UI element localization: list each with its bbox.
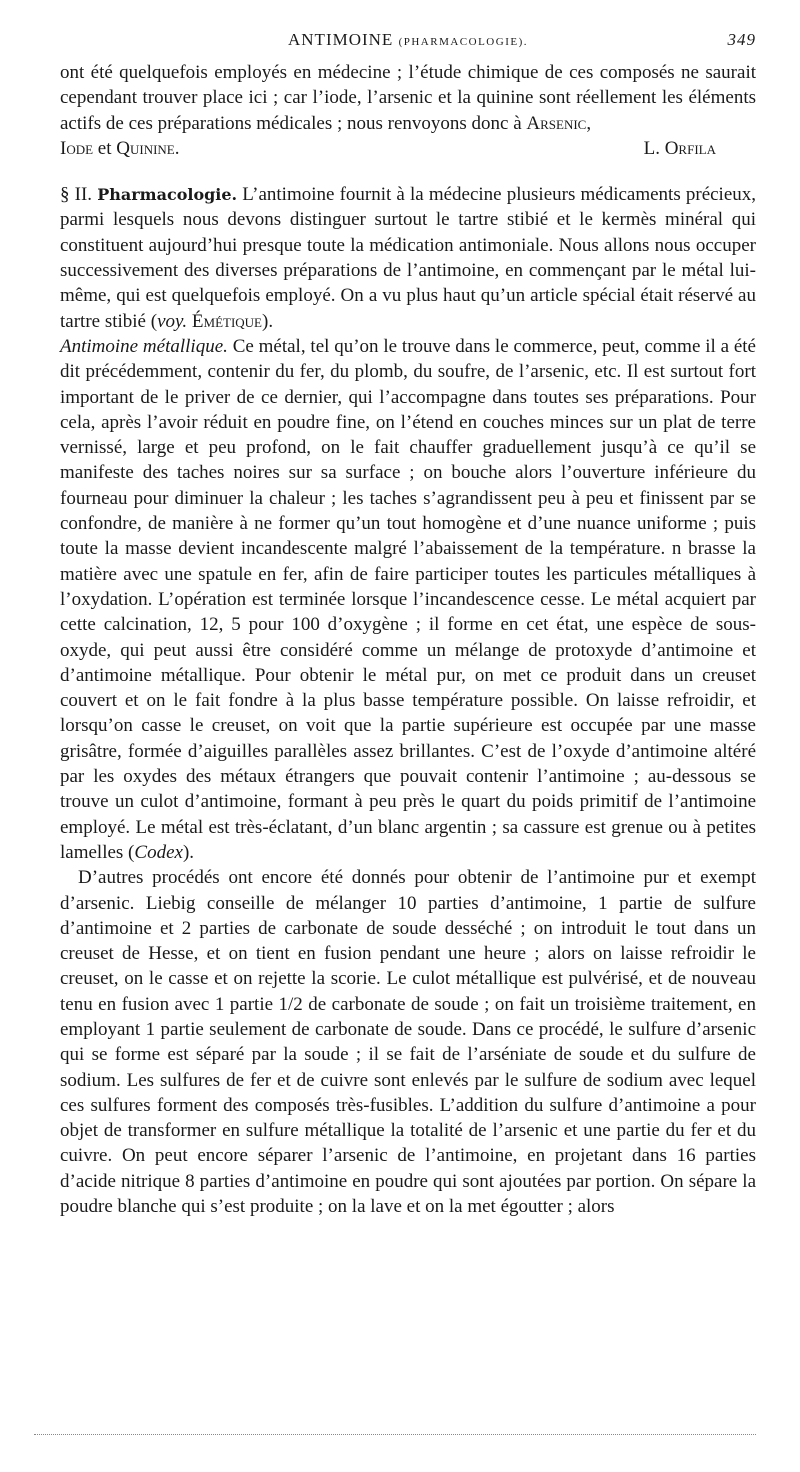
intro-text: ont été quelquefois employés en médecine ; l’étude chimique de ces composés ne saurait cependant trouver place ici ; car l’iode, l’arsenic et la quinine sont réellement les éléments actifs de ces préparations médicales ; nous renvoyons donc à bbox=[60, 62, 756, 134]
section-p3-text: D’autres procédés ont encore été donnés pour obtenir de l’antimoine pur et exempt d’arsenic. Liebig conseille de mélanger 10 parties d’antimoine, 1 partie de sulfure d’antimoine et 2 parties de carbonate de soude desséché ; on introduit le tout dans un creuset de Hesse, et on tient en fusion pendant une heure ; alors on laisse refroidir le creuset, on le casse et on rejette la scorie. Le culot métallique est pulvérisé, et de nouveau tenu en fusion avec 1 partie 1/2 de carbonate de soude ; on fait un troisième traitement, en employant 1 partie seulement de carbonate de soude. Dans ce procédé, le sulfure d’arsenic qui se forme est séparé par la soude ; il se fait de l’arséniate de soude et du sulfure de sodium. Les sulfures de fer et de cuivre sont enlevés par le sulfure de sodium avec lequel ces sulfures forment des composés très-fusibles. L’addition du sulfure d’antimoine a pour objet de transformer en sulfure métallique la totalité de l’arsenic et une partie du fer et du cuivre. On peut encore séparer l’arsenic de l’antimoine, en projetant dans 16 parties d’acide nitrique 8 parties d’antimoine en poudre qui sont ajoutées par portion. On sépare la poudre blanche qui s’est produite ; on la lave et on la met égoutter ; alors bbox=[60, 867, 756, 1218]
ref-emetique: Émétique bbox=[191, 310, 262, 332]
intro-closing-row bbox=[60, 136, 756, 161]
ref-quinine: Quinine. bbox=[116, 137, 180, 159]
intro-refs bbox=[60, 136, 180, 161]
running-header bbox=[60, 30, 756, 56]
header-title-main: ANTIMOINE bbox=[288, 30, 394, 49]
page-body bbox=[60, 60, 756, 1219]
section-heading: Pharmacologie. bbox=[97, 185, 238, 205]
paragraph-lead-antimoine-metallique: Antimoine métallique. bbox=[60, 335, 228, 357]
section-gap bbox=[60, 161, 756, 182]
header-title bbox=[60, 30, 756, 50]
section-p2-codex: Codex bbox=[134, 841, 183, 863]
section-number: § II. bbox=[60, 184, 93, 206]
section-p2-close: ). bbox=[182, 841, 195, 863]
section-paragraph-2 bbox=[60, 334, 756, 865]
ref-connector: et bbox=[97, 137, 112, 159]
section-p2-text: Ce métal, tel qu’on le trouve dans le commerce, peut, comme il a été dit précédemment, contenir du fer, du plomb, du soufre, de l’arsenic, etc. Il est surtout fort important de le priver de ce dernier, qui l’accompagne dans toutes ses préparations. Pour cela, après l’avoir réduit en poudre fine, on l’étend en couches minces sur un plat de terre vernissé, large et peu profond, on le fait chauffer graduellement jusqu’à ce qu’il se manifeste des taches noires sur sa surface ; on bouche alors l’ouverture inférieure du fourneau pour diminuer la chaleur ; les taches s’agrandissent peu à peu et finissent par se confondre, de manière à ne former qu’un tout homogène et d’une nuance uniforme ; puis toute la masse devient incandescente malgré l’abaissement de la température. n brasse la matière avec une spatule en fer, afin de faire participer toutes les particules métalliques à l’oxydation. L’opération est terminée lorsque l’incandescence cesse. Le métal acquiert par cette calcination, 12, 5 pour 100 d’oxygène ; il forme en cet état, une espèce de sous-oxyde, qui peut aussi être considéré comme un mélange de protoxyde d’antimoine et d’antimoine métallique. Pour obtenir le métal pur, on met ce produit dans un creuset couvert et on le fait fondre à la plus basse température possible. On laisse refroidir, et lorsqu’on casse le creuset, on voit que la partie supérieure est occupée par une masse grisâtre, formée d’aiguilles parallèles assez brillantes. C’est de l’oxyde d’antimoine altéré par les oxydes des métaux étrangers que pouvait contenir l’antimoine ; au-dessous se trouve un culot d’antimoine, formant à peu près le quart du poids primitif de l’antimoine employé. Le métal est très-éclatant, d’un blanc argentin ; sa cassure est grenue ou à petites lamelles ( bbox=[60, 335, 756, 863]
section-p1-text: L’antimoine fournit à la médecine plusieurs médicaments précieux, parmi lesquels nous devons distinguer surtout le tartre stibié et le kermès minéral qui constituent aujourd’hui presque toute la médication antimoniale. Nous allons nous occuper successivement des diverses préparations de l’antimoine, en commençant par le métal lui-même, qui est quelquefois employé. On a vu plus haut qu’un article spécial était réservé au tartre stibié ( bbox=[60, 184, 757, 332]
ref-iode: Iode bbox=[60, 137, 94, 159]
footer-rule bbox=[34, 1434, 756, 1439]
section-p1-close: ). bbox=[262, 310, 274, 332]
header-title-sub: (PHARMACOLOGIE). bbox=[398, 36, 528, 48]
author-signature: L. Orfila bbox=[643, 137, 716, 159]
section-p1-voy: voy. bbox=[157, 310, 188, 332]
ref-arsenic: Arsenic, bbox=[526, 112, 592, 134]
section-paragraph-1 bbox=[60, 182, 756, 334]
page-number: 349 bbox=[727, 30, 756, 49]
section-paragraph-3 bbox=[60, 865, 756, 1219]
intro-paragraph bbox=[60, 60, 756, 136]
